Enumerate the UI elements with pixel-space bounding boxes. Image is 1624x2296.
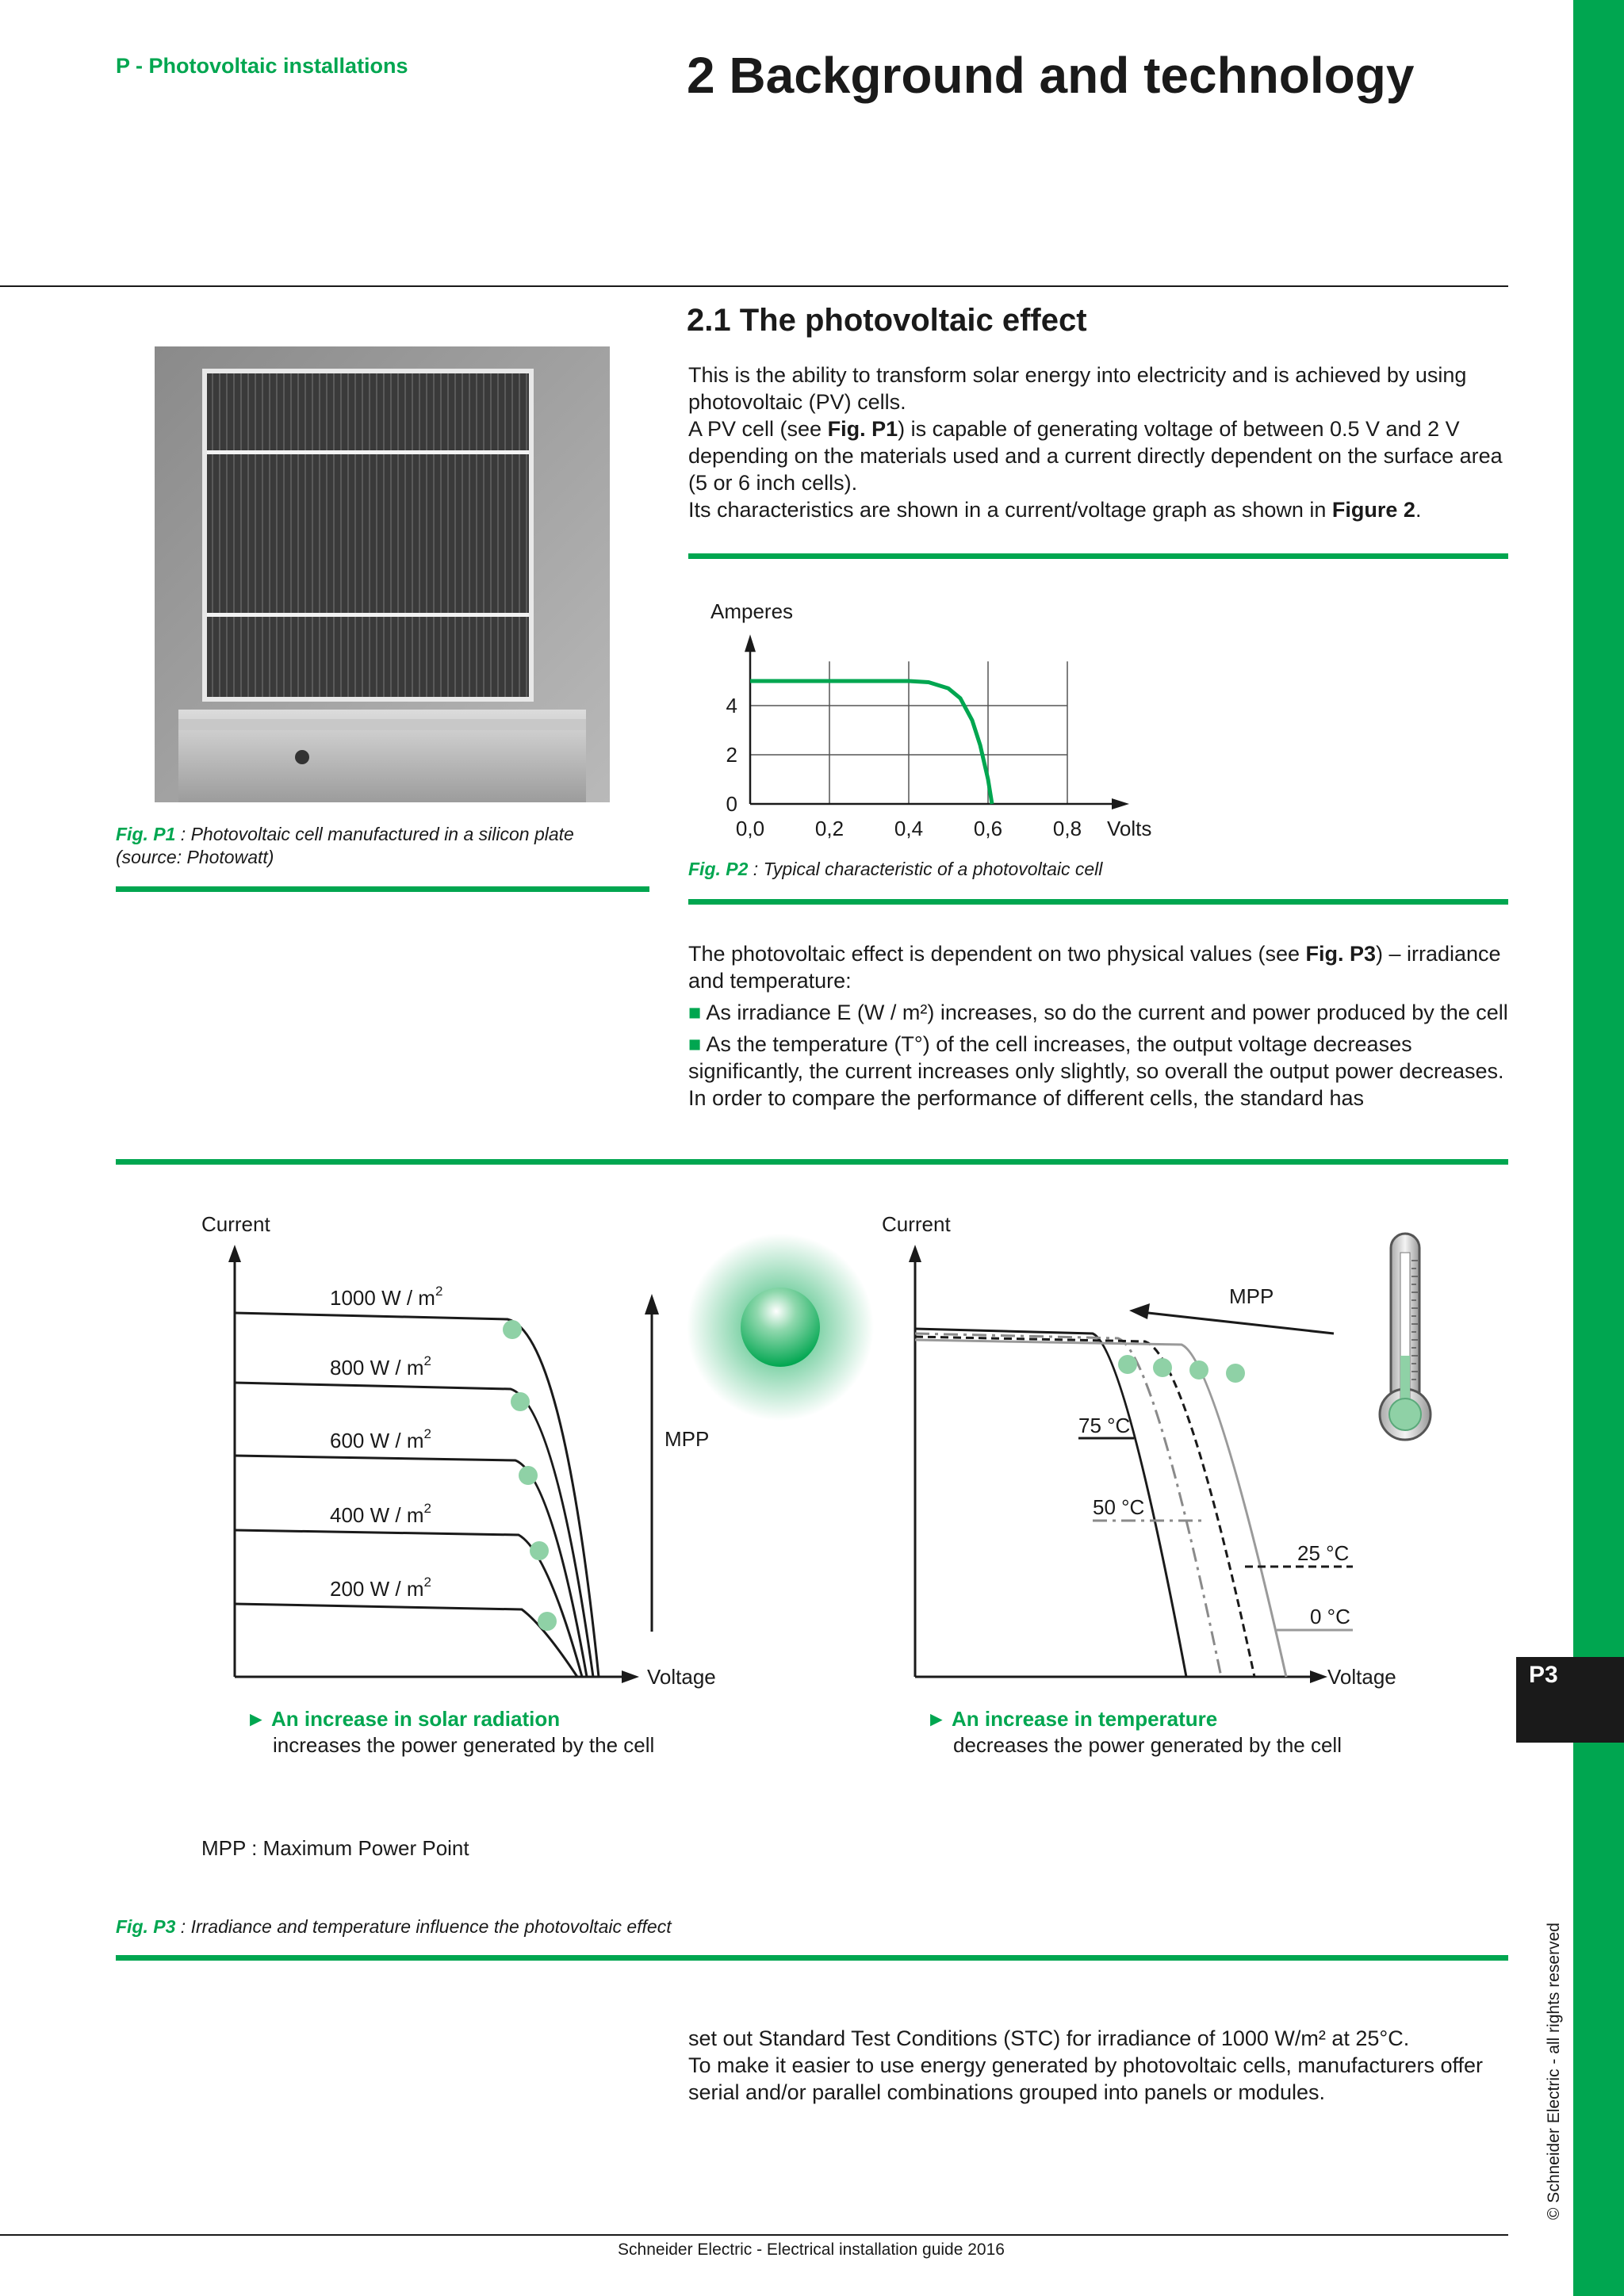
x-tick-label: 0,6	[973, 817, 1003, 840]
fig-p2-text: : Typical characteristic of a photovoltaic cell	[748, 859, 1103, 879]
stc-line-1: set out Standard Test Conditions (STC) for irradiance of 1000 W/m² at 25°C.	[688, 2026, 1410, 2050]
mpp-dot-1000	[503, 1320, 522, 1339]
curve-200	[235, 1604, 577, 1677]
iv-characteristic-chart	[688, 587, 1508, 856]
fig-p3-bottom-rule	[116, 1955, 1508, 1961]
temperature-caption	[926, 1706, 1342, 1758]
mpp-dot-400	[530, 1541, 549, 1560]
mpp-up-arrow	[645, 1294, 659, 1314]
stc-line-2: To make it easier to use energy generated by photovoltaic cells, manufacturers offer serial and/or parallel combinations grouped into panels or modules.	[688, 2053, 1484, 2104]
intro-paragraph	[688, 362, 1513, 523]
fig-p1-rule	[116, 886, 649, 892]
mpp-dot-200	[538, 1612, 557, 1631]
label-400: 400 W / $m^2$	[330, 1501, 431, 1527]
irradiance-diagram	[190, 1205, 888, 1697]
mpp-dot-600	[519, 1466, 538, 1485]
label-0c: 0 °C	[1310, 1605, 1350, 1628]
left-x-arrow	[622, 1670, 639, 1683]
dependency-paragraph	[688, 940, 1513, 1112]
fig-p3-text: : Irradiance and temperature influence the photovoltaic effect	[175, 1916, 672, 1937]
left-ylabel: Current	[201, 1212, 270, 1236]
curve-75c	[915, 1329, 1186, 1677]
mpp-dot-800	[511, 1392, 530, 1411]
y-axis-title: Amperes	[710, 599, 794, 623]
irradiance-caption	[246, 1706, 654, 1758]
irradiance-caption-text: increases the power generated by the cell	[273, 1733, 655, 1757]
footer-divider	[0, 2234, 1508, 2236]
fig-p3-caption	[116, 1915, 672, 1938]
right-x-arrow	[1310, 1670, 1327, 1683]
left-mpp-label: MPP	[665, 1427, 710, 1451]
y-axis-arrow	[745, 634, 756, 652]
stc-paragraph	[688, 2025, 1513, 2106]
label-600: 600 W / $m^2$	[330, 1426, 431, 1452]
iv-curve	[750, 681, 992, 804]
footer-text: Schneider Electric - Electrical installation guide 2016	[618, 2241, 1005, 2259]
y-tick-label: 2	[726, 743, 737, 767]
section-label: P - Photovoltaic installations	[116, 54, 408, 78]
fig-p3-label: Fig. P3	[116, 1916, 176, 1937]
curve-25c	[915, 1337, 1254, 1677]
mpp-shift-arrow	[1129, 1303, 1150, 1319]
right-ylabel: Current	[882, 1212, 951, 1236]
fig-p2-label: Fig. P2	[688, 859, 749, 879]
temperature-caption-text: decreases the power generated by the cell	[953, 1733, 1342, 1757]
label-50c: 50 °C	[1093, 1495, 1145, 1519]
curve-600	[235, 1456, 587, 1677]
intro-line-1: This is the ability to transform solar energy into electricity and is achieved by using photovoltaic (PV) cells.	[688, 363, 1467, 414]
mpp-dot-50c	[1153, 1358, 1172, 1377]
x-tick-label: 0,4	[894, 817, 924, 840]
left-y-arrow	[228, 1245, 241, 1262]
left-xlabel: Voltage	[647, 1665, 716, 1689]
page-number-tab: P3	[1516, 1657, 1624, 1743]
mpp-dot-75c	[1118, 1355, 1137, 1374]
x-axis-title: Volts	[1107, 817, 1152, 840]
fig-p1-caption	[116, 823, 623, 869]
pv-cell-photo	[155, 346, 610, 802]
label-800: 800 W / $m^2$	[330, 1353, 431, 1380]
mpp-dot-0c	[1226, 1364, 1245, 1383]
right-xlabel: Voltage	[1327, 1665, 1396, 1689]
side-accent-bar	[1573, 0, 1624, 2296]
label-75c: 75 °C	[1078, 1414, 1131, 1437]
dependency-intro: The photovoltaic effect is dependent on two physical values (see Fig. P3) – irradiance and temperature:	[688, 942, 1501, 993]
section-heading: 2.1 The photovoltaic effect	[687, 303, 1087, 338]
bullet-temperature: ■ As the temperature (T°) of the cell increases, the output voltage decreases significantly, the current increases only slightly, so overall the output power decreases. In order to compare the performance of different cells, the standard has	[688, 1032, 1504, 1110]
x-tick-label: 0,2	[814, 817, 845, 840]
x-axis-arrow	[1112, 798, 1129, 809]
intro-line-2: A PV cell (see Fig. P1) is capable of generating voltage of between 0.5 V and 2 V depending on the materials used and a current directly dependent on the surface area (5 or 6 inch cells).	[688, 417, 1503, 495]
label-25c: 25 °C	[1297, 1541, 1350, 1565]
x-tick-label: 0,8	[1052, 817, 1082, 840]
y-tick-label: 0	[726, 792, 737, 816]
right-y-arrow	[909, 1245, 921, 1262]
fig-p2-top-rule	[688, 553, 1508, 559]
mpp-note: MPP : Maximum Power Point	[201, 1836, 469, 1860]
fig-p2-bottom-rule	[688, 899, 1508, 905]
temperature-caption-title: ► An increase in temperature	[926, 1707, 1218, 1731]
label-200: 200 W / $m^2$	[330, 1575, 431, 1601]
thermometer-icon	[1380, 1234, 1431, 1440]
intro-line-3: Its characteristics are shown in a current/voltage graph as shown in Figure 2.	[688, 498, 1422, 522]
curve-800	[235, 1383, 593, 1677]
fig-p1-text: : Photovoltaic cell manufactured in a silicon plate (source: Photowatt)	[116, 824, 574, 867]
sun-icon	[741, 1288, 820, 1367]
copyright-note: © Schneider Electric - all rights reserved	[1545, 1923, 1563, 2220]
temperature-diagram	[872, 1205, 1507, 1697]
fig-p2-caption	[688, 858, 1102, 881]
chapter-title: 2 Background and technology	[687, 47, 1415, 104]
mpp-dot-25c	[1189, 1360, 1208, 1380]
irradiance-caption-title: ► An increase in solar radiation	[246, 1707, 561, 1731]
right-mpp-label: MPP	[1229, 1284, 1274, 1308]
label-1000: 1000 W / $m^2$	[330, 1284, 443, 1310]
y-tick-label: 4	[726, 694, 737, 718]
header-divider	[0, 285, 1508, 287]
x-tick-label: 0,0	[735, 817, 765, 840]
fig-p3-top-rule	[116, 1159, 1508, 1165]
bullet-irradiance: ■ As irradiance E (W / m²) increases, so do the current and power produced by the cell	[688, 1001, 1508, 1024]
fig-p1-label: Fig. P1	[116, 824, 176, 844]
